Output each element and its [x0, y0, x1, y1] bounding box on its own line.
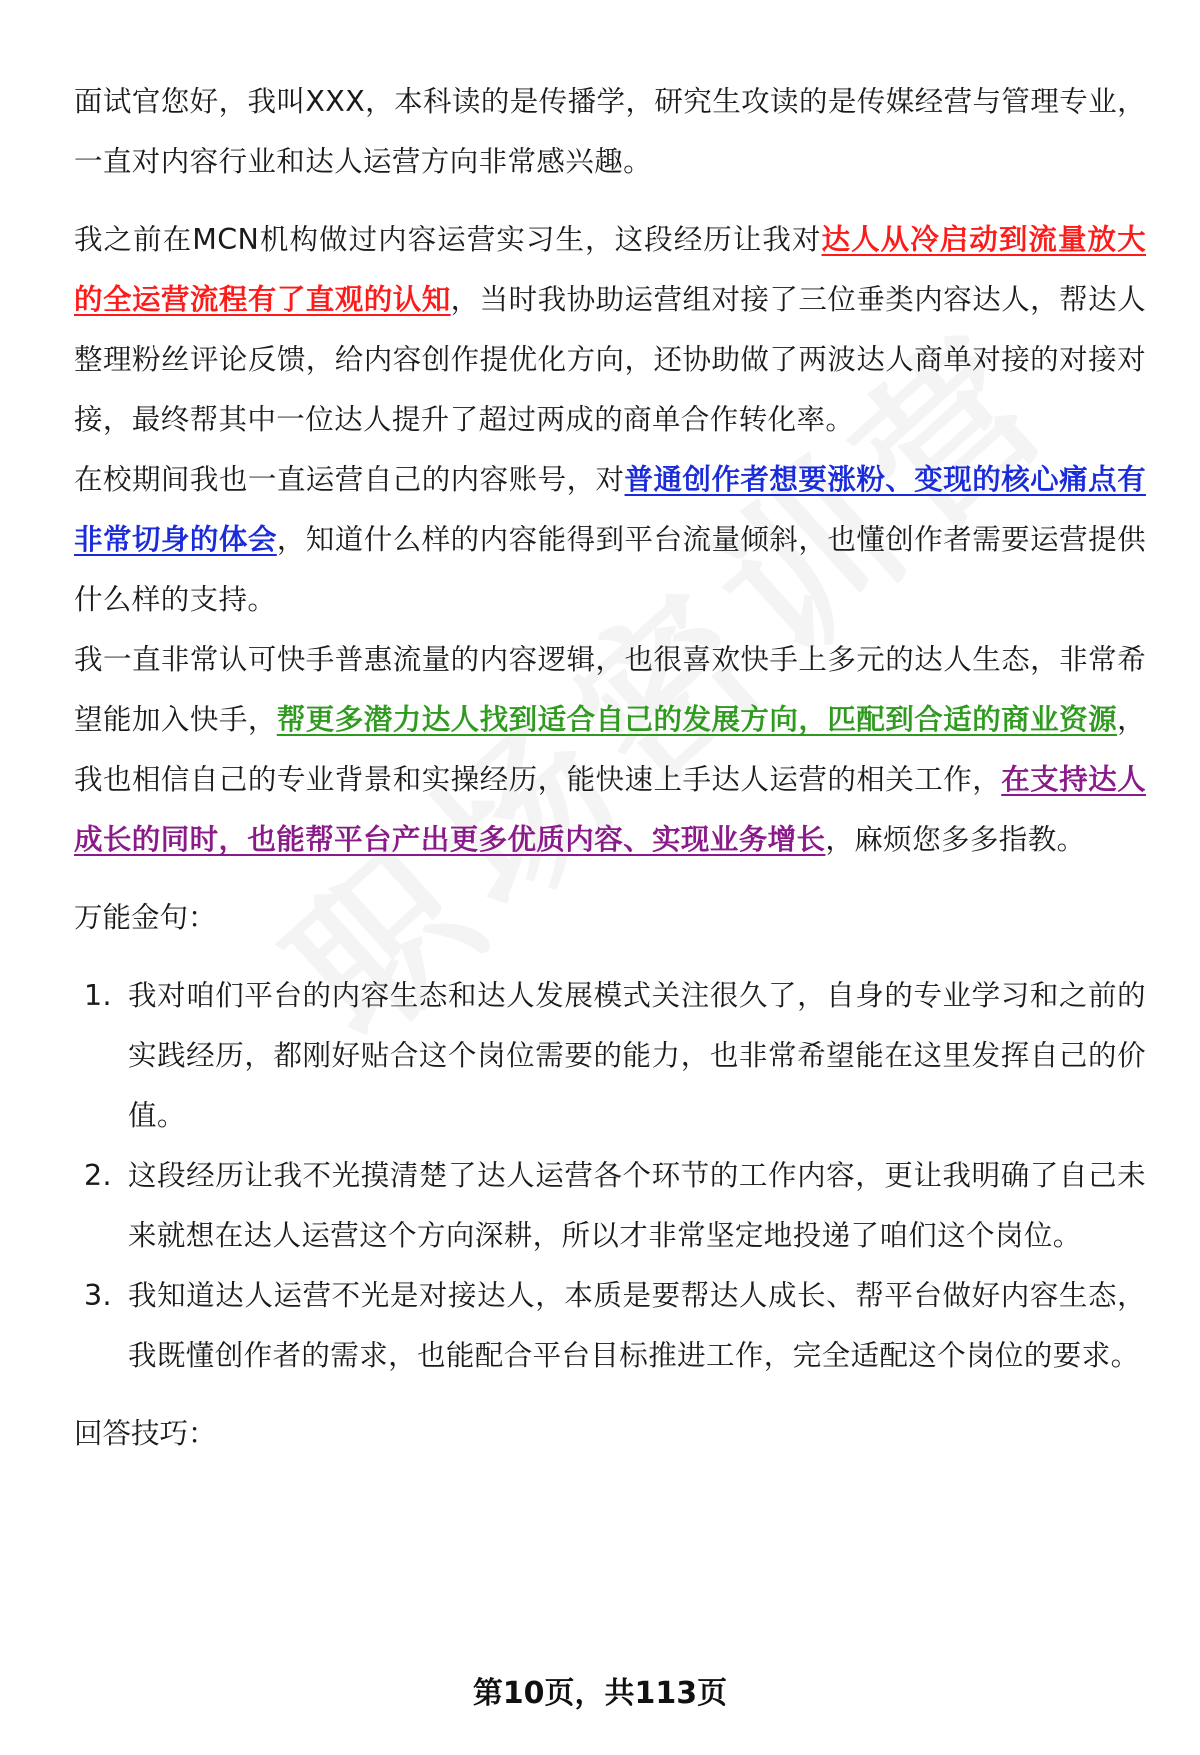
motivation-text-b: ，我也相信自己的专业背景和实操经历，能快速上手达人运营的相关工作，: [74, 703, 1146, 796]
motivation-text-c: ，麻烦您多多指教。: [825, 823, 1086, 856]
golden-sentences-list: [74, 966, 1146, 1386]
experience-text-b: ，当时我协助运营组对接了三位垂类内容达人，帮达人整理粉丝评论反馈，给内容创作提优化方向，还协助做了两波达人商单对接的对接对接，最终帮其中一位达人提升了超过两成的商单合作转化率。: [74, 283, 1146, 436]
account-paragraph: [74, 450, 1146, 630]
tips-heading: 回答技巧：: [74, 1417, 217, 1450]
page-number: 第10页，共113页: [472, 1676, 728, 1711]
list-item-text: 这段经历让我不光摸清楚了达人运营各个环节的工作内容，更让我明确了自己未来就想在达人运营这个方向深耕，所以才非常坚定地投递了咱们这个岗位。: [128, 1159, 1146, 1252]
list-number: 2.: [84, 1159, 112, 1192]
list-item-text: 我知道达人运营不光是对接达人，本质是要帮达人成长、帮平台做好内容生态，我既懂创作者的需求，也能配合平台目标推进工作，完全适配这个岗位的要求。: [128, 1279, 1146, 1372]
list-number: 1.: [84, 979, 112, 1012]
list-item: [74, 966, 1146, 1146]
motivation-text-a: 我一直非常认可快手普惠流量的内容逻辑，也很喜欢快手上多元的达人生态，非常希望能加入快手，: [74, 643, 1146, 736]
list-item: [74, 1266, 1146, 1386]
highlight-blue: 普通创作者想要涨粉、变现的核心痛点有非常切身的体会: [74, 463, 1147, 556]
highlight-red: 达人从冷启动到流量放大的全运营流程有了直观的认知: [74, 223, 1146, 316]
motivation-paragraph: [74, 630, 1146, 870]
document-body: [74, 72, 1146, 1464]
experience-text-a: 我之前在MCN机构做过内容运营实习生，这段经历让我对: [74, 223, 822, 256]
list-item: [74, 1146, 1146, 1266]
account-text-a: 在校期间我也一直运营自己的内容账号，对: [74, 463, 625, 496]
highlight-green: 帮更多潜力达人找到适合自己的发展方向，匹配到合适的商业资源: [276, 703, 1118, 736]
account-text-b: ，知道什么样的内容能得到平台流量倾斜，也懂创作者需要运营提供什么样的支持。: [74, 523, 1146, 616]
list-number: 3.: [84, 1279, 112, 1312]
experience-paragraph: [74, 210, 1146, 450]
golden-sentences-heading: 万能金句：: [74, 901, 217, 934]
list-item-text: 我对咱们平台的内容生态和达人发展模式关注很久了，自身的专业学习和之前的实践经历，都刚好贴合这个岗位需要的能力，也非常希望能在这里发挥自己的价值。: [128, 979, 1146, 1132]
highlight-purple: 在支持达人成长的同时，也能帮平台产出更多优质内容、实现业务增长: [74, 763, 1146, 856]
intro-paragraph: 面试官您好，我叫XXX，本科读的是传播学，研究生攻读的是传媒经营与管理专业，一直对内容行业和达人运营方向非常感兴趣。: [74, 85, 1146, 178]
